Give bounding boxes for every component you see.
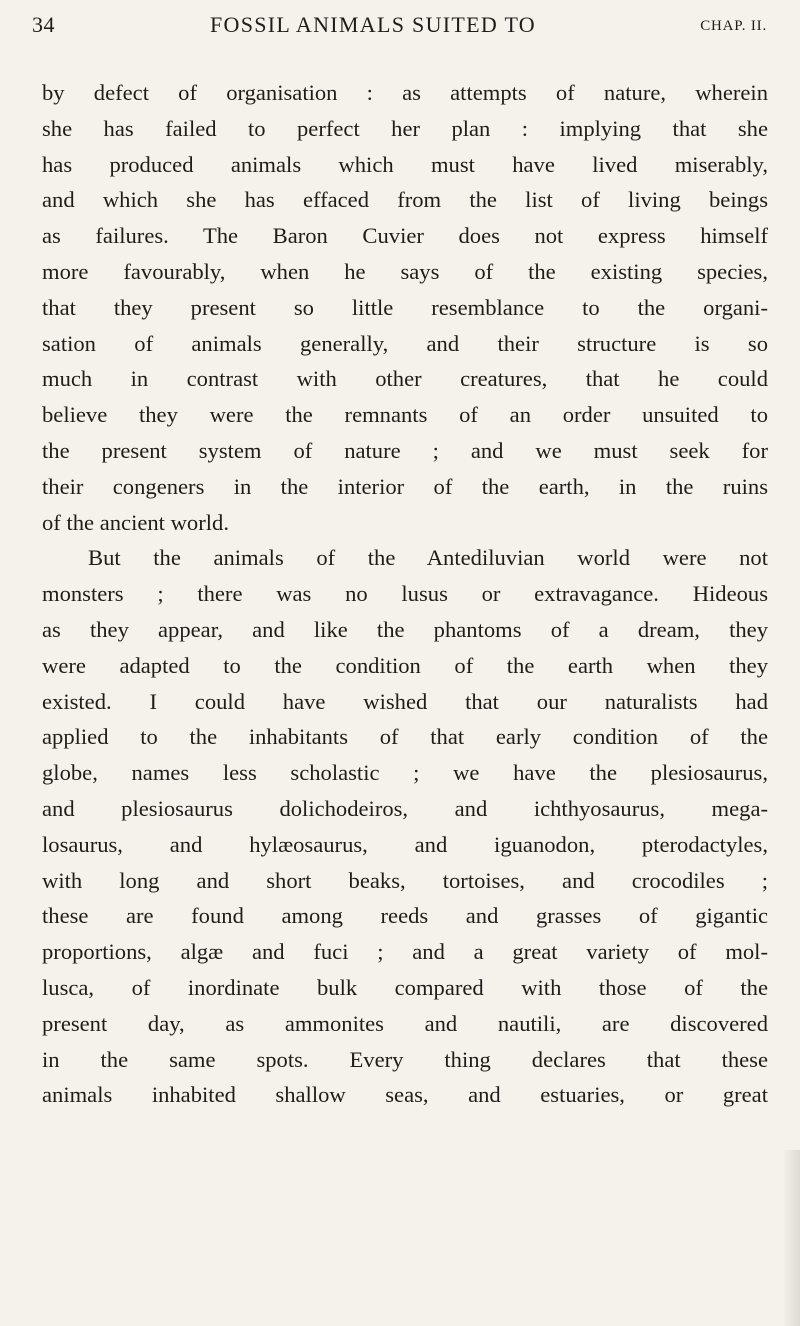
text-line: animals inhabited shallow seas, and estuaries, or great bbox=[42, 1082, 768, 1108]
text-line: lusca, of inordinate bulk compared with those of the bbox=[42, 974, 768, 1000]
text-line: existed. I could have wished that our naturalists had bbox=[42, 688, 768, 714]
text-line: and plesiosaurus dolichodeiros, and ichthyosaurus, mega- bbox=[42, 795, 768, 821]
text-line: in the same spots. Every thing declares that these bbox=[42, 1046, 768, 1072]
text-line: and which she has effaced from the list of living beings bbox=[42, 187, 768, 213]
text-line: by defect of organisation : as attempts of nature, wherein bbox=[42, 80, 768, 105]
text-line: globe, names less scholastic ; we have the plesiosaurus, bbox=[42, 760, 768, 786]
running-head-title: FOSSIL ANIMALS SUITED TO bbox=[210, 12, 536, 37]
text-line: applied to the inhabitants of that early condition of the bbox=[42, 724, 768, 750]
page-number: 34 bbox=[32, 12, 55, 37]
text-line: present day, as ammonites and nautili, are discovered bbox=[42, 1010, 768, 1036]
text-line: believe they were the remnants of an order unsuited to bbox=[42, 402, 768, 428]
text-line: the present system of nature ; and we must seek for bbox=[42, 437, 768, 463]
text-line: with long and short beaks, tortoises, and crocodiles ; bbox=[42, 867, 768, 893]
text-line: losaurus, and hylæosaurus, and iguanodon, pterodactyles, bbox=[42, 831, 768, 857]
text-line: she has failed to perfect her plan : implying that she bbox=[42, 115, 768, 141]
running-head bbox=[32, 12, 767, 52]
paragraph-first-line: But the animals of the Antediluvian world were not bbox=[88, 545, 768, 571]
body-text bbox=[42, 75, 768, 1113]
text-line: monsters ; there was no lusus or extravagance. Hideous bbox=[42, 581, 768, 607]
chapter-label: CHAP. II. bbox=[700, 18, 767, 34]
text-line: these are found among reeds and grasses of gigantic bbox=[42, 903, 768, 929]
text-line: as failures. The Baron Cuvier does not express himself bbox=[42, 223, 768, 249]
text-line: has produced animals which must have lived miserably, bbox=[42, 151, 768, 177]
text-line: of the ancient world. bbox=[42, 509, 229, 535]
text-line: as they appear, and like the phantoms of a dream, they bbox=[42, 616, 768, 642]
text-line: their congeners in the interior of the earth, in the ruins bbox=[42, 473, 768, 499]
text-line: much in contrast with other creatures, that he could bbox=[42, 366, 768, 392]
text-line: more favourably, when he says of the existing species, bbox=[42, 258, 768, 284]
text-line: proportions, algæ and fuci ; and a great variety of mol- bbox=[42, 939, 768, 965]
text-line: sation of animals generally, and their structure is so bbox=[42, 330, 768, 356]
text-line: that they present so little resemblance to the organi- bbox=[42, 294, 768, 320]
text-line: were adapted to the condition of the earth when they bbox=[42, 652, 768, 678]
page-edge-shadow bbox=[782, 1150, 800, 1326]
